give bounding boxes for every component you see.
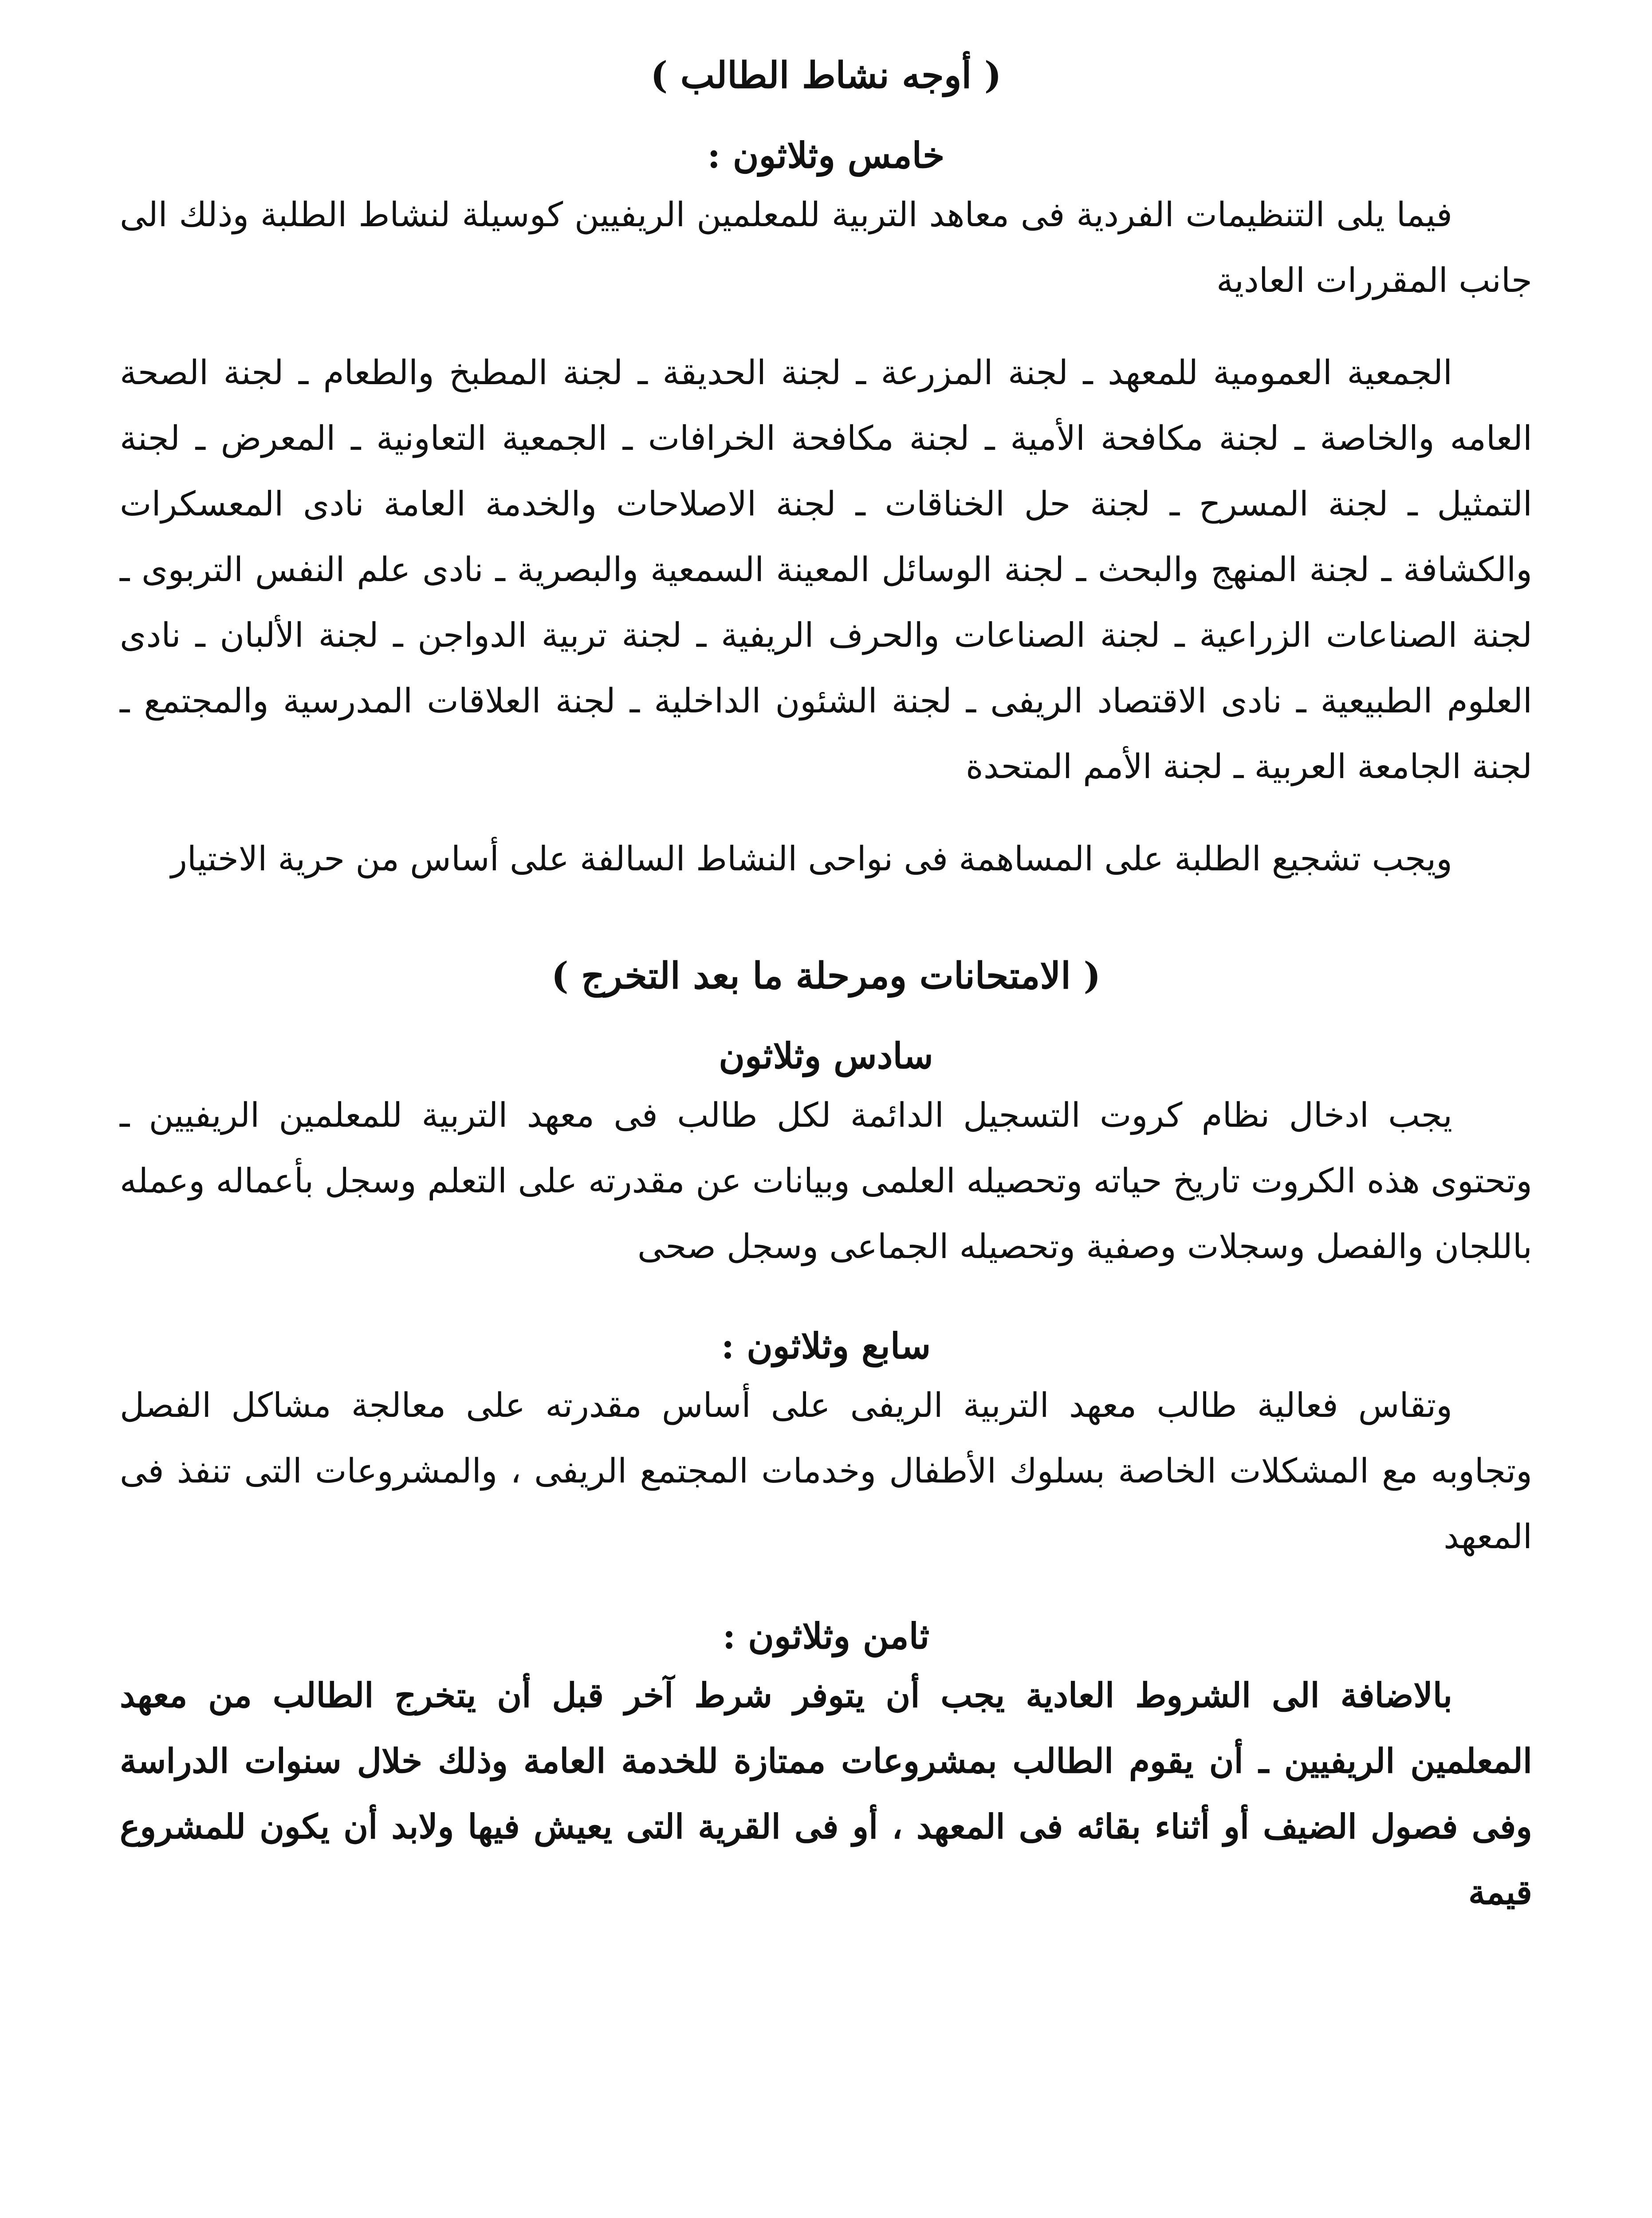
article-38-text: بالاضافة الى الشروط العادية يجب أن يتوفر شرط آخر قبل أن يتخرج الطالب من معهد المعلمين الريفيين ـ أن يقوم الطالب بمشروعات ممتازة للخدمة العامة وذلك خلال سنوات الدراسة وفى فصول الضيف أو أثناء بقائه فى المعهد ، أو فى القرية التى يعيش فيها ولابد أن يكون للمشروع قيمة [120, 1675, 1532, 1912]
article-36-text: يجب ادخال نظام كروت التسجيل الدائمة لكل طالب فى معهد التربية للمعلمين الريفيين ـ وتحتوى هذه الكروت تاريخ حياته وتحصيله العلمى وبيانات عن مقدرته على التعلم وسجل بأعماله وعمله باللجان والفصل وسجلات وصفية وتحصيله الجماعى وسجل صحى [120, 1095, 1532, 1266]
section-heading-activities: ( أوجه نشاط الطالب ) [650, 54, 1002, 97]
article-35-encouragement: ويجب تشجيع الطلبة على المساهمة فى نواحى النشاط السالفة على أساس من حرية الاختيار [171, 839, 1452, 878]
article-38-title: ثامن وثلاثون : [722, 1615, 930, 1657]
article-36-title: سادس وثلاثون [719, 1035, 933, 1077]
article-35-committees-list: الجمعية العمومية للمعهد ـ لجنة المزرعة ـ لجنة الحديقة ـ لجنة المطبخ والطعام ـ لجنة الصحة العامه والخاصة ـ لجنة مكافحة الأمية ـ لجنة مكافحة الخرافات ـ الجمعية التعاونية ـ المعرض ـ لجنة التمثيل ـ لجنة المسرح ـ لجنة حل الخناقات ـ لجنة الاصلاحات والخدمة العامة نادى المعسكرات والكشافة ـ لجنة المنهج والبحث ـ لجنة الوسائل المعينة السمعية والبصرية ـ نادى علم النفس التربوى ـ لجنة الصناعات الزراعية ـ لجنة الصناعات والحرف الريفية ـ لجنة تربية الدواجن ـ لجنة الألبان ـ نادى العلوم الطبيعية ـ نادى الاقتصاد الريفى ـ لجنة الشئون الداخلية ـ لجنة العلاقات المدرسية والمجتمع ـ لجنة الجامعة العربية ـ لجنة الأمم المتحدة [120, 353, 1532, 786]
article-37-title: سابع وثلاثون : [721, 1325, 931, 1367]
article-35-title: خامس وثلاثون : [707, 134, 945, 176]
section-heading-exams: ( الامتحانات ومرحلة ما بعد التخرج ) [551, 955, 1101, 997]
article-37-text: وتقاس فعالية طالب معهد التربية الريفى على أساس مقدرته على معالجة مشاكل الفصل وتجاوبه مع المشكلات الخاصة بسلوك الأطفال وخدمات المجتمع الريفى ، والمشروعات التى تنفذ فى المعهد [120, 1385, 1532, 1556]
article-35-intro: فيما يلى التنظيمات الفردية فى معاهد التربية للمعلمين الريفيين كوسيلة لنشاط الطلبة وذلك الى جانب المقررات العادية [120, 195, 1532, 300]
